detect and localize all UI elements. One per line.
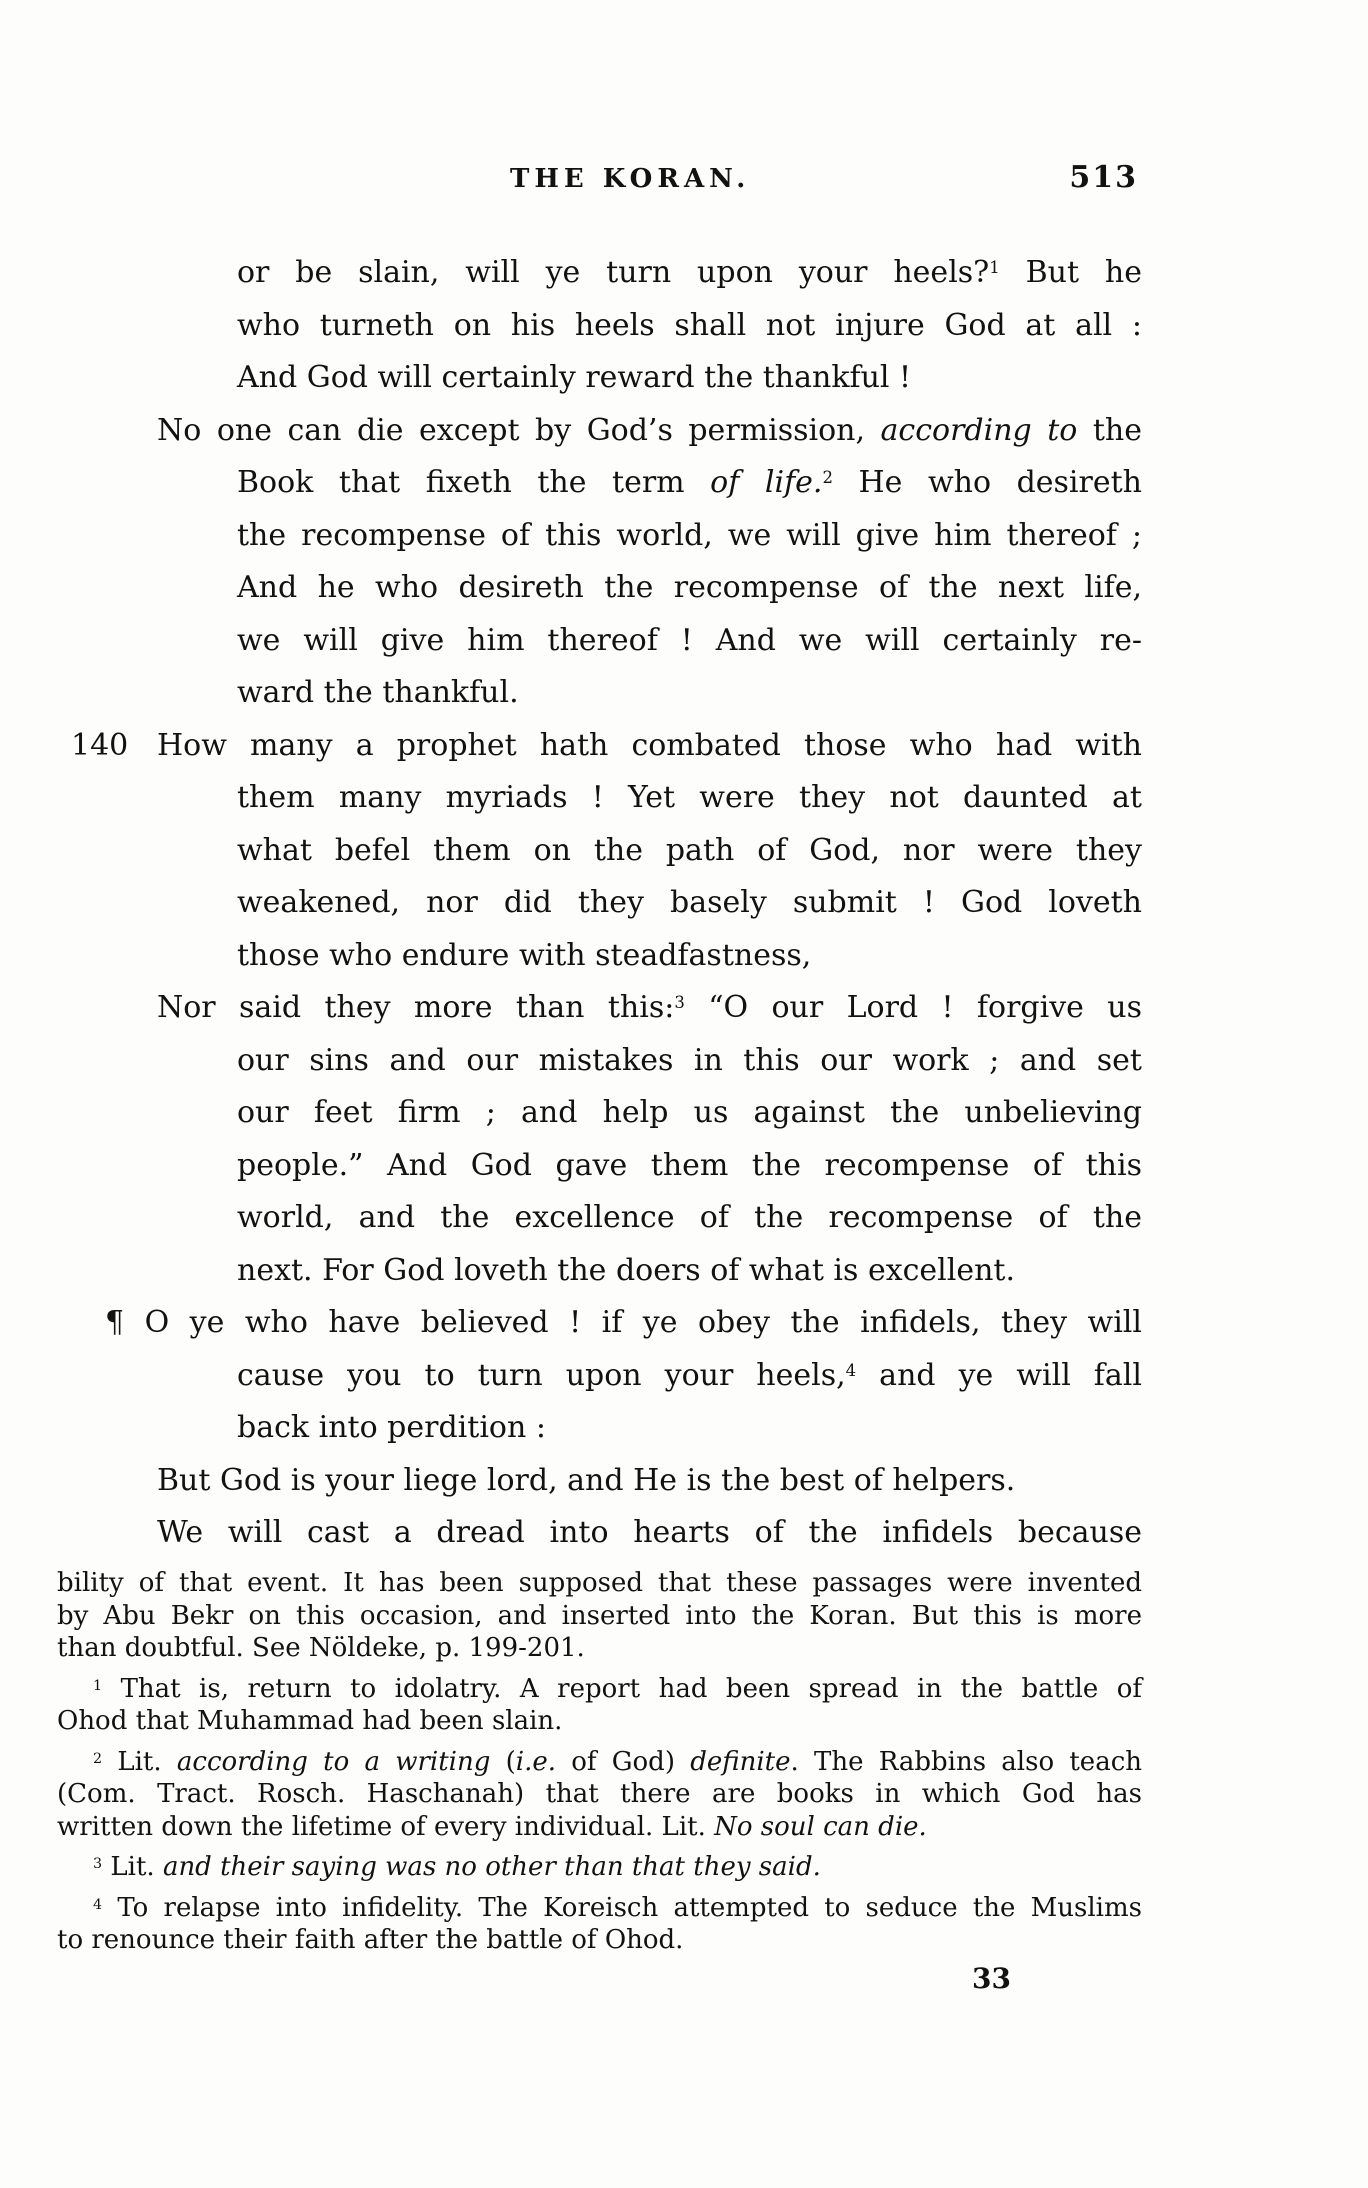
verse-line xyxy=(57,300,1142,353)
verse-line xyxy=(57,1087,1142,1140)
verse-line xyxy=(57,877,1142,930)
footnote-line xyxy=(57,1567,1142,1600)
text-segment: world, and the excellence of the recompense of the xyxy=(237,1200,1142,1235)
text-segment: than doubtful. See Nöldeke, p. 199-201. xyxy=(57,1633,585,1663)
verse-line xyxy=(57,562,1142,615)
text-segment: who turneth on his heels shall not injure God at all : xyxy=(237,307,1142,343)
text-segment: (Com. Tract. Rosch. Haschanah) that there are books in which God has xyxy=(57,1779,1142,1809)
text-segment: of God) xyxy=(556,1746,691,1777)
text-segment: them many myriads ! Yet were they not daunted at xyxy=(237,780,1142,815)
text-segment: How many a prophet hath combated those who had with xyxy=(157,727,1142,763)
text-segment: “O our Lord ! forgive us xyxy=(684,990,1143,1025)
text-segment: cause you to turn upon your heels, xyxy=(237,1357,846,1393)
text-segment: No soul can die. xyxy=(714,1811,927,1842)
text-segment: He who desireth xyxy=(832,465,1142,500)
verse-line xyxy=(57,1350,1142,1403)
footnote-line xyxy=(57,1778,1142,1811)
verse-line xyxy=(57,457,1142,510)
verse-line xyxy=(57,615,1142,668)
page-number: 513 xyxy=(1069,160,1138,195)
text-segment: . The Rabbins also teach xyxy=(790,1746,1142,1777)
text-segment: Book that fixeth the term xyxy=(237,465,711,500)
verse-line xyxy=(57,720,1142,773)
page-header xyxy=(57,160,1142,204)
text-segment: i.e. xyxy=(515,1746,557,1777)
text-segment: Lit. xyxy=(102,1746,177,1777)
text-segment: But God is your liege lord, and He is the best of helpers. xyxy=(157,1462,1016,1498)
footnote-marker: 1 xyxy=(989,258,1000,277)
verse-line xyxy=(57,1402,1142,1455)
verse-line xyxy=(57,1297,1142,1350)
text-segment: and their saying was no other than that they said. xyxy=(162,1852,821,1882)
text-segment: what befel them on the path of God, nor were they xyxy=(237,832,1142,868)
text-segment: ( xyxy=(490,1746,516,1777)
text-segment: according to xyxy=(880,412,1078,448)
verse-line xyxy=(57,247,1142,300)
text-segment: and ye will fall xyxy=(856,1357,1142,1393)
verse-line xyxy=(57,352,1142,405)
text-segment: the recompense of this world, we will give him thereof ; xyxy=(237,517,1142,553)
verse-line xyxy=(57,1035,1142,1088)
footnote-line xyxy=(57,1892,1142,1925)
text-segment: And he who desireth the recompense of the next life, xyxy=(237,570,1142,605)
verse-line xyxy=(57,510,1142,563)
footnote-line xyxy=(57,1924,1142,1957)
footnote-line xyxy=(57,1705,1142,1738)
text-segment: That is, return to idolatry. A report had been spread in the battle of xyxy=(102,1673,1142,1704)
footnote-line xyxy=(57,1673,1142,1706)
signature-number: 33 xyxy=(972,1962,1011,1995)
footnote-marker: 2 xyxy=(93,1750,103,1767)
verse-line xyxy=(57,982,1142,1035)
verse-line xyxy=(57,405,1142,458)
verse-line xyxy=(57,1507,1142,1560)
text-segment: Lit. xyxy=(102,1852,163,1882)
verse-number: 140 xyxy=(71,727,129,763)
verse-lines xyxy=(57,247,1142,1560)
text-segment: written down the lifetime of every individual. Lit. xyxy=(57,1811,715,1842)
text-segment: to renounce their faith after the battle of Ohod. xyxy=(57,1925,684,1955)
footnote-marker: 4 xyxy=(93,1896,103,1913)
footnote-marker: 3 xyxy=(93,1856,103,1872)
footnote-line xyxy=(57,1746,1142,1779)
text-segment: people.” And God gave them the recompense of this xyxy=(237,1147,1142,1183)
verse-line xyxy=(57,667,1142,720)
footnote-line xyxy=(57,1600,1142,1633)
footnote-marker: 3 xyxy=(674,993,685,1012)
text-segment: we will give him thereof ! And we will certainly re- xyxy=(237,622,1142,658)
text-segment: according to a writing xyxy=(176,1746,491,1777)
text-segment: those who endure with steadfastness, xyxy=(237,937,812,973)
text-segment: by Abu Bekr on this occasion, and inserted into the Koran. But this is more xyxy=(57,1600,1142,1631)
text-segment: To relapse into infidelity. The Koreisch attempted to seduce the Muslims xyxy=(102,1892,1142,1923)
text-segment: definite xyxy=(690,1746,791,1777)
footnote-marker: 1 xyxy=(93,1677,103,1694)
text-segment: back into perdition : xyxy=(237,1410,546,1445)
text-segment: weakened, nor did they basely submit ! God loveth xyxy=(237,885,1142,920)
footnote-lines xyxy=(57,1567,1142,1957)
text-segment: our sins and our mistakes in this our work ; and set xyxy=(237,1042,1142,1078)
footnote-line xyxy=(57,1811,1142,1844)
verse-line xyxy=(57,1245,1142,1298)
verse-line xyxy=(57,1192,1142,1245)
footnote-marker: 2 xyxy=(822,468,833,487)
verse-line xyxy=(57,772,1142,825)
text-segment: Ohod that Muhammad had been slain. xyxy=(57,1706,563,1736)
text-segment: Nor said they more than this: xyxy=(157,990,675,1025)
verse-line xyxy=(57,930,1142,983)
running-title: THE KORAN. xyxy=(510,164,751,194)
text-segment: our feet firm ; and help us against the unbelieving xyxy=(237,1095,1142,1130)
footnote-line xyxy=(57,1851,1142,1884)
text-segment: No one can die except by God’s permission, xyxy=(157,412,881,448)
footnote-line xyxy=(57,1632,1142,1665)
text-segment: bility of that event. It has been supposed that these passages were invented xyxy=(57,1568,1142,1598)
text-segment: ward the thankful. xyxy=(237,675,519,710)
text-segment: the xyxy=(1077,412,1142,448)
text-segment: And God will certainly reward the thankful ! xyxy=(237,360,912,395)
text-segment: We will cast a dread into hearts of the infidels because xyxy=(157,1515,1142,1550)
verse-line xyxy=(57,825,1142,878)
text-segment: next. For God loveth the doers of what is excellent. xyxy=(237,1252,1016,1288)
text-segment: ¶ O ye who have believed ! if ye obey the infidels, they will xyxy=(105,1305,1142,1340)
verse-line xyxy=(57,1140,1142,1193)
footnote-marker: 4 xyxy=(845,1360,857,1380)
text-segment: or be slain, will ye turn upon your heels? xyxy=(237,255,990,290)
text-segment: But he xyxy=(999,255,1142,290)
verse-line xyxy=(57,1455,1142,1508)
text-segment: of life. xyxy=(710,465,823,500)
